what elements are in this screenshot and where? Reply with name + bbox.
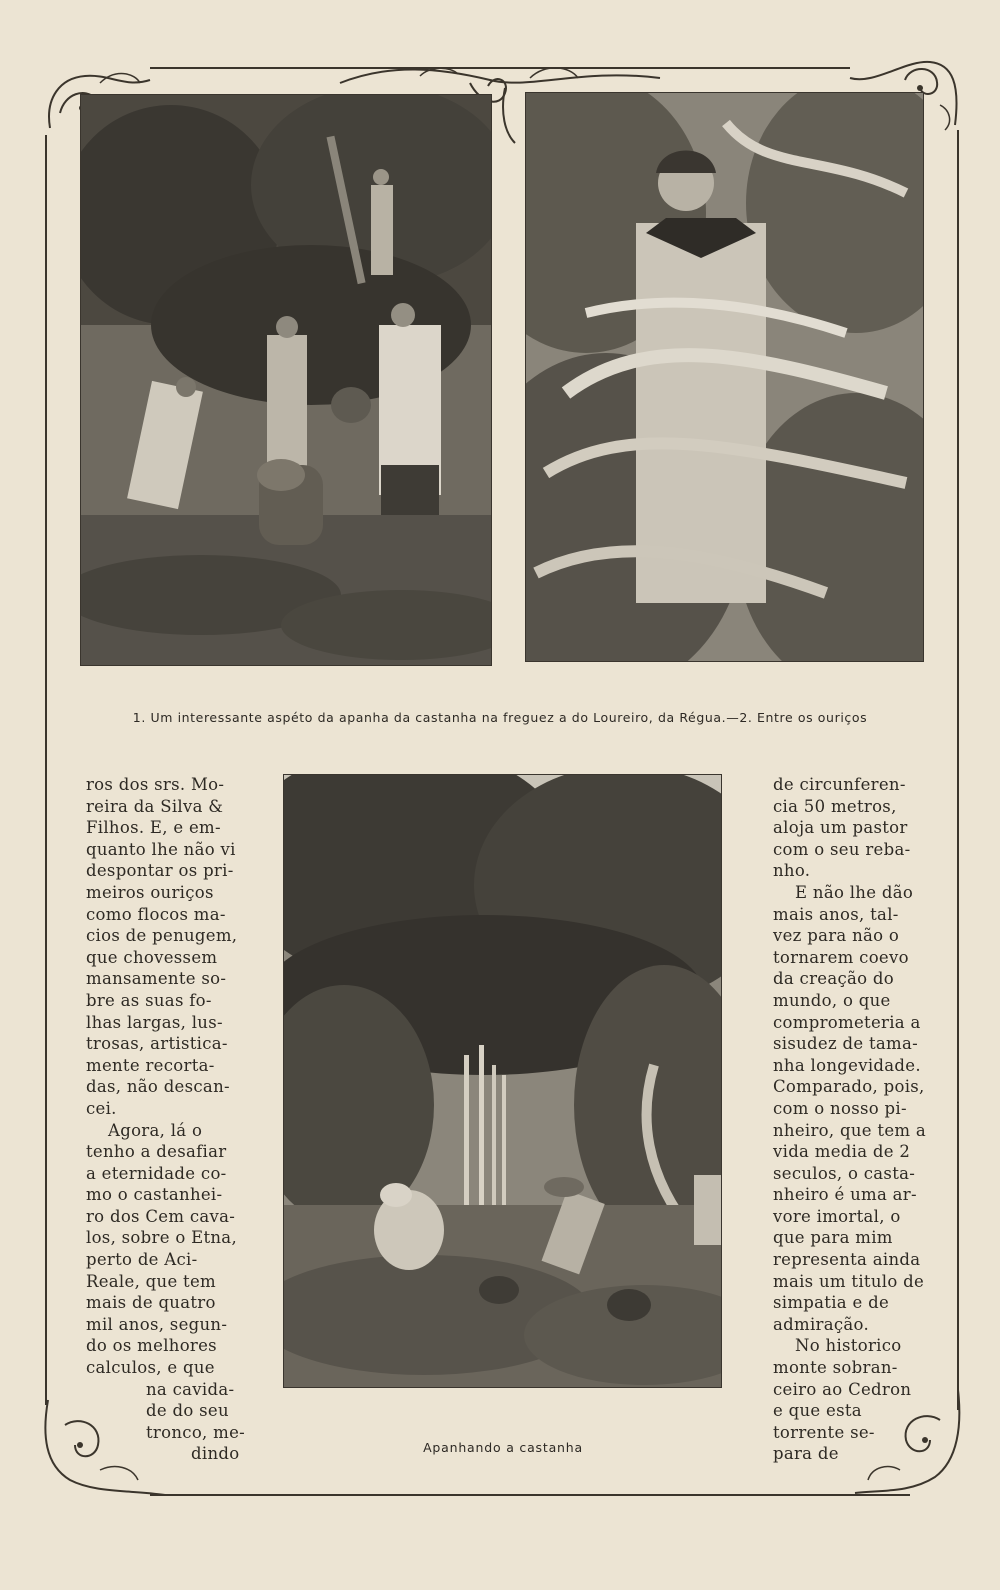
photo-3 xyxy=(283,774,722,1388)
women-gathering-chestnuts-photo xyxy=(81,95,491,665)
right-line: cia 50 metros, xyxy=(773,796,897,816)
left-line: bre as suas fo- xyxy=(86,990,212,1010)
left-line: tronco, me- xyxy=(146,1422,246,1442)
right-line: vez para não o xyxy=(773,926,900,946)
frame-right-line xyxy=(957,130,959,1410)
left-line: meiros ouriços xyxy=(86,882,214,902)
left-line: do os melhores xyxy=(86,1336,217,1356)
left-line: mo o castanhei- xyxy=(86,1185,223,1205)
right-line: mais anos, tal- xyxy=(773,904,899,924)
left-line: como flocos ma- xyxy=(86,904,226,924)
bottom-photo-caption: Apanhando a castanha xyxy=(423,1440,583,1455)
photo-1 xyxy=(80,94,492,666)
left-line: Filhos. E, e em- xyxy=(86,818,221,838)
left-line: tenho a desafiar xyxy=(86,1142,227,1162)
right-line: No historico xyxy=(795,1336,902,1356)
left-line: a eternidade co- xyxy=(86,1163,227,1183)
left-line: cei. xyxy=(86,1098,117,1118)
left-line: dindo xyxy=(191,1444,240,1464)
woman-among-chestnut-leaves-photo xyxy=(526,93,923,661)
right-text-column xyxy=(773,774,933,1465)
left-line: na cavida- xyxy=(146,1379,235,1399)
right-line: Comparado, pois, xyxy=(773,1077,925,1097)
left-line: das, não descan- xyxy=(86,1077,230,1097)
left-line: Agora, lá o xyxy=(108,1120,203,1140)
right-line: nha longevidade. xyxy=(773,1055,921,1075)
frame-left-line xyxy=(45,135,47,1405)
left-line: Reale, que tem xyxy=(86,1271,216,1291)
right-line: admiração. xyxy=(773,1314,870,1334)
left-line: ros dos srs. Mo- xyxy=(86,775,225,794)
left-line: lhas largas, lus- xyxy=(86,1012,223,1032)
right-line: com o seu reba- xyxy=(773,839,911,859)
right-line: comprometeria a xyxy=(773,1012,921,1032)
left-line: trosas, artistica- xyxy=(86,1034,228,1054)
right-line: mundo, o que xyxy=(773,990,891,1010)
top-photo-caption: 1. Um interessante aspéto da apanha da castanha na freguez a do Loureiro, da Régua.—2. Entre os ouriços xyxy=(132,710,868,725)
right-line: ceiro ao Cedron xyxy=(773,1379,912,1399)
right-line: com o nosso pi- xyxy=(773,1098,907,1118)
frame-bottom-line xyxy=(150,1494,910,1496)
right-line: monte sobran- xyxy=(773,1358,898,1378)
left-line: cios de penugem, xyxy=(86,926,238,946)
left-line: perto de Aci- xyxy=(86,1250,198,1270)
left-line: despontar os pri- xyxy=(86,861,234,881)
right-line: simpatia e de xyxy=(773,1293,890,1313)
right-line: aloja um pastor xyxy=(773,818,908,838)
right-line: representa ainda xyxy=(773,1250,921,1270)
right-line: que para mim xyxy=(773,1228,893,1248)
right-line: e que esta xyxy=(773,1401,862,1421)
right-line: de circunferen- xyxy=(773,775,906,794)
right-line: nho. xyxy=(773,861,811,881)
left-line: los, sobre o Etna, xyxy=(86,1228,237,1248)
right-line: tornarem coevo xyxy=(773,947,909,967)
left-line: que chovessem xyxy=(86,947,218,967)
right-line: nheiro, que tem a xyxy=(773,1120,927,1140)
left-line: reira da Silva & xyxy=(86,796,224,816)
left-line: mente recorta- xyxy=(86,1055,215,1075)
right-line: para de xyxy=(773,1444,839,1464)
right-line: vida media de 2 xyxy=(773,1142,911,1162)
left-line: ro dos Cem cava- xyxy=(86,1206,236,1226)
people-picking-chestnuts-photo xyxy=(284,775,721,1387)
right-line: vore imortal, o xyxy=(773,1206,901,1226)
right-line: da creação do xyxy=(773,969,895,989)
photo-2 xyxy=(525,92,924,662)
right-line: nheiro é uma ar- xyxy=(773,1185,917,1205)
right-line: mais um titulo de xyxy=(773,1271,925,1291)
right-line: sisudez de tama- xyxy=(773,1034,919,1054)
right-line: E não lhe dão xyxy=(795,882,914,902)
right-line: torrente se- xyxy=(773,1422,875,1442)
right-line: seculos, o casta- xyxy=(773,1163,916,1183)
left-line: calculos, e que xyxy=(86,1358,215,1378)
left-line: de do seu xyxy=(146,1401,229,1421)
left-line: mil anos, segun- xyxy=(86,1314,228,1334)
left-line: mais de quatro xyxy=(86,1293,216,1313)
left-line: quanto lhe não vi xyxy=(86,839,236,859)
left-text-column xyxy=(86,774,246,1465)
left-line: mansamente so- xyxy=(86,969,227,989)
